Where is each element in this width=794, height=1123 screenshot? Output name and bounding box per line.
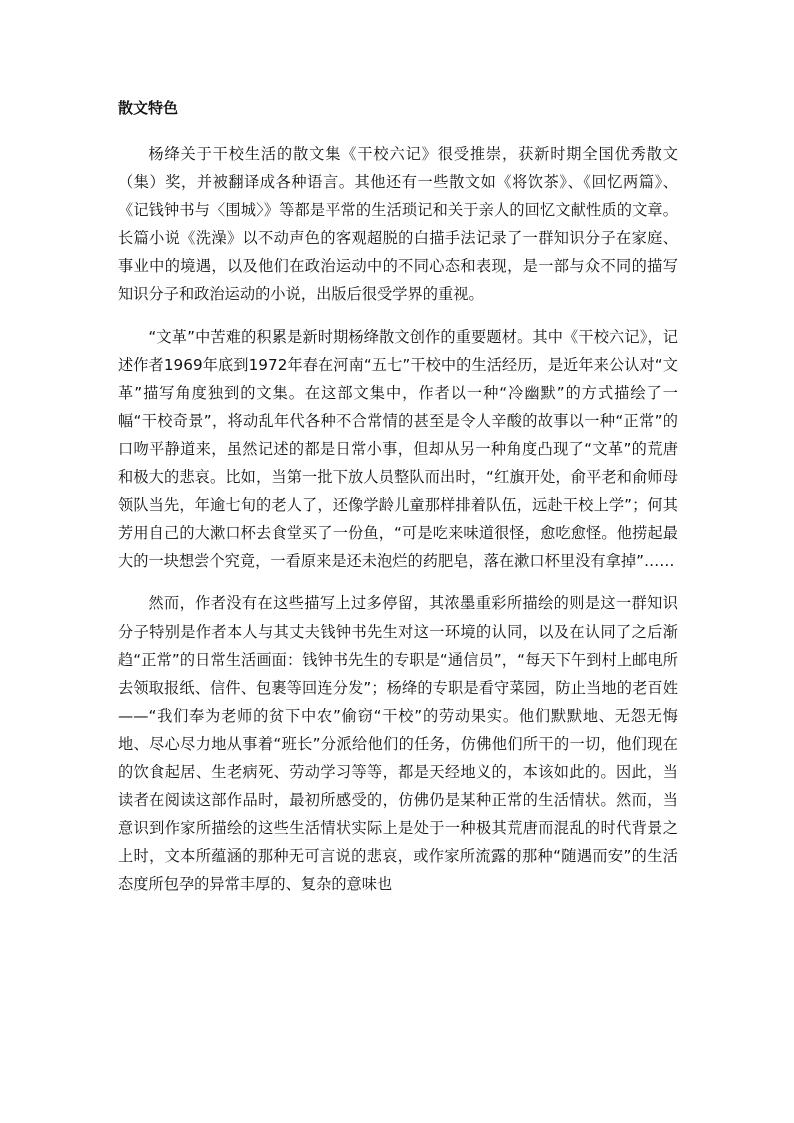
paragraph-1: 杨绛关于干校生活的散文集《干校六记》很受推崇，获新时期全国优秀散文（集）奖，并被翻译成各种语言。其他还有一些散文如《将饮茶》、《回忆两篇》、《记钱钟书与〈围城〉》等都是平常的生活琐记和关于亲人的回忆文献性质的文章。长篇小说《洗澡》以不动声色的客观超脱的白描手法记录了一群知识分子在家庭、事业中的境遇，以及他们在政治运动中的不同心态和表现，是一部与众不同的描写知识分子和政治运动的小说，出版后很受学界的重视。	[118, 145, 678, 304]
paragraph-3: 然而，作者没有在这些描写上过多停留，其浓墨重彩所描绘的则是这一群知识分子特别是作者本人与其丈夫钱钟书先生对这一环境的认同，以及在认同了之后渐趋“正常”的日常生活画面：钱钟书先生的专职是“通信员”，“每天下午到村上邮电所去领取报纸、信件、包裹等回连分发”；杨绛的专职是看守菜园，防止当地的老百姓——“我们奉为老师的贫下中农”偷窃“干校”的劳动果实。他们默默地、无怨无悔地、尽心尽力地从事着“班长”分派给他们的任务，仿佛他们所干的一切，他们现在的饮食起居、生老病死、劳动学习等等，都是天经地义的，本该如此的。因此，当读者在阅读这部作品时，最初所感受的，仿佛仍是某种正常的生活情状。然而，当意识到作家所描绘的这些生活情状实际上是处于一种极其荒唐而混乱的时代背景之上时，文本所蕴涵的那种无可言说的悲哀，或作家所流露的那种“随遇而安”的生活态度所包孕的异常丰厚的、复杂的意味也	[118, 594, 678, 894]
section-heading: 散文特色	[118, 99, 179, 117]
paragraph-2: “文革”中苦难的积累是新时期杨绛散文创作的重要题材。其中《干校六记》，记述作者1969年底到1972年春在河南“五七”干校中的生活经历，是近年来公认对“文革”描写角度独到的文集。在这部文集中，作者以一种“冷幽默”的方式描绘了一幅“干校奇景”，将动乱年代各种不合常情的甚至是令人辛酸的故事以一种“正常”的口吻平静道来，虽然记述的都是日常小事，但却从另一种角度凸现了“文革”的荒唐和极大的悲哀。比如，当第一批下放人员整队而出时，“红旗开处，俞平老和俞师母领队当先，年逾七旬的老人了，还像学龄儿童那样排着队伍，远赴干校上学”；何其芳用自己的大漱口杯去食堂买了一份鱼，“可是吃来味道很怪，愈吃愈怪。他捞起最大的一块想尝个究竟，一看原来是还未泡烂的药肥皂，落在漱口杯里没有拿掉”……	[118, 327, 678, 571]
